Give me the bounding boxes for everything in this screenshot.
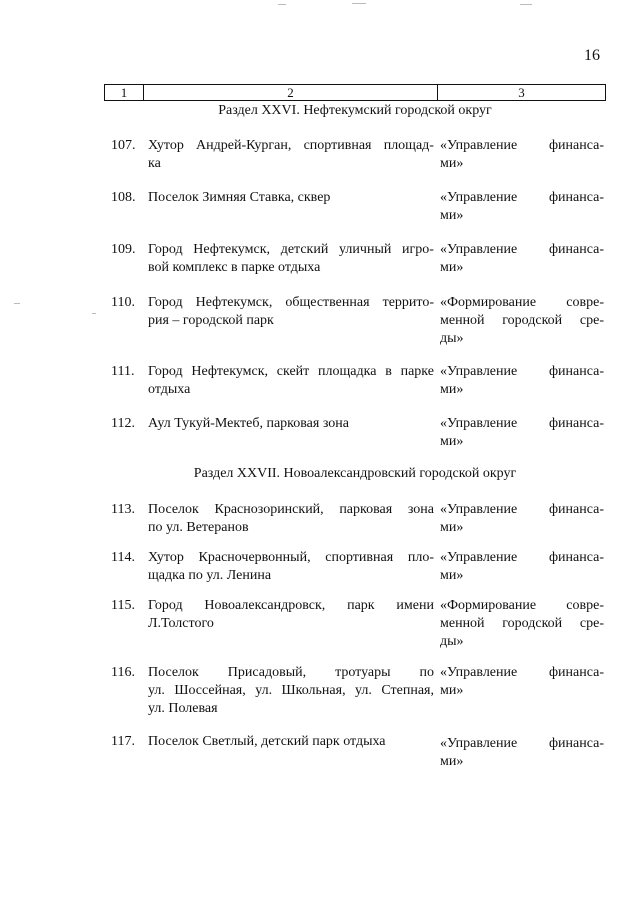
row-program <box>440 664 604 700</box>
name-line: Л.Толстого <box>148 616 214 631</box>
row-name <box>148 597 434 633</box>
row-number: 111. <box>111 364 135 379</box>
table-header <box>104 84 606 101</box>
program-line: менной городской сре- <box>440 313 604 328</box>
name-line: щадка по ул. Ленина <box>148 568 272 583</box>
name-line: Поселок Присадовый, тротуары по <box>148 665 434 680</box>
row-name <box>148 137 434 173</box>
scan-artifact <box>278 4 286 5</box>
program-line: ми» <box>440 568 464 583</box>
program-line: «Управление финанса- <box>440 364 604 379</box>
program-line: менной городской сре- <box>440 616 604 631</box>
row-number: 108. <box>111 190 136 205</box>
row-number: 117. <box>111 734 135 749</box>
name-line: Город Нефтекумск, скейт площадка в парке <box>148 364 434 379</box>
name-line: Поселок Светлый, детский парк отдыха <box>148 734 386 749</box>
program-line: ми» <box>440 520 464 535</box>
scan-artifact <box>520 4 532 5</box>
row-number: 110. <box>111 295 135 310</box>
row-name <box>148 294 434 330</box>
row-number: 113. <box>111 502 135 517</box>
name-line: Город Нефтекумск, общественная террито- <box>148 295 434 310</box>
scan-artifact <box>92 313 96 314</box>
program-line: «Управление финанса- <box>440 550 604 565</box>
name-line: ка <box>148 156 161 171</box>
section-heading-xxvi: Раздел XXVI. Нефтекумский городской округ <box>218 103 492 118</box>
row-program <box>440 501 604 537</box>
program-line: «Управление финанса- <box>440 416 604 431</box>
program-line: «Управление финанса- <box>440 242 604 257</box>
row-name <box>148 241 434 277</box>
program-line: ми» <box>440 156 464 171</box>
name-line: Город Нефтекумск, детский уличный игро- <box>148 242 434 257</box>
header-col-2: 2 <box>144 85 438 100</box>
program-line: «Управление финанса- <box>440 665 604 680</box>
name-line: ул. Полевая <box>148 701 218 716</box>
program-line: «Формирование совре- <box>440 295 604 310</box>
name-line: отдыха <box>148 382 191 397</box>
program-line: «Управление финанса- <box>440 138 604 153</box>
scan-artifact <box>14 303 20 304</box>
program-line: ми» <box>440 683 464 698</box>
row-program <box>440 189 604 225</box>
name-line: Хутор Андрей-Курган, спортивная площад- <box>148 138 434 153</box>
row-name <box>148 549 434 585</box>
name-line: рия – городской парк <box>148 313 274 328</box>
row-program <box>440 363 604 399</box>
name-line: Поселок Зимняя Ставка, сквер <box>148 190 331 205</box>
row-name <box>148 501 434 537</box>
name-line: Поселок Краснозоринский, парковая зона <box>148 502 434 517</box>
row-name <box>148 363 434 399</box>
row-number: 116. <box>111 665 135 680</box>
program-line: ми» <box>440 208 464 223</box>
row-program <box>440 241 604 277</box>
name-line: ул. Шоссейная, ул. Школьная, ул. Степная, <box>148 683 434 698</box>
row-program <box>440 735 604 771</box>
row-program <box>440 549 604 585</box>
row-name <box>148 415 434 433</box>
program-line: ми» <box>440 260 464 275</box>
section-heading-xxvii: Раздел XXVII. Новоалександровский городской округ <box>193 466 517 481</box>
name-line: Аул Тукуй-Мектеб, парковая зона <box>148 416 349 431</box>
scan-artifact <box>352 3 366 4</box>
row-name <box>148 733 434 751</box>
program-line: ды» <box>440 331 464 346</box>
row-number: 115. <box>111 598 135 613</box>
program-line: «Управление финанса- <box>440 502 604 517</box>
program-line: ды» <box>440 634 464 649</box>
row-program <box>440 597 604 651</box>
row-program <box>440 137 604 173</box>
name-line: Город Новоалександровск, парк имени <box>148 598 434 613</box>
row-program <box>440 294 604 348</box>
name-line: Хутор Красночервонный, спортивная пло- <box>148 550 434 565</box>
program-line: «Формирование совре- <box>440 598 604 613</box>
row-name <box>148 664 434 718</box>
header-col-1: 1 <box>105 85 144 100</box>
page-number: 16 <box>584 47 600 64</box>
row-number: 109. <box>111 242 136 257</box>
row-number: 112. <box>111 416 135 431</box>
row-number: 107. <box>111 138 136 153</box>
row-program <box>440 415 604 451</box>
program-line: ми» <box>440 434 464 449</box>
name-line: вой комплекс в парке отдыха <box>148 260 321 275</box>
row-number: 114. <box>111 550 135 565</box>
program-line: ми» <box>440 382 464 397</box>
program-line: «Управление финанса- <box>440 736 604 751</box>
program-line: «Управление финанса- <box>440 190 604 205</box>
program-line: ми» <box>440 754 464 769</box>
row-name <box>148 189 434 207</box>
name-line: по ул. Ветеранов <box>148 520 249 535</box>
header-col-3: 3 <box>518 85 525 100</box>
